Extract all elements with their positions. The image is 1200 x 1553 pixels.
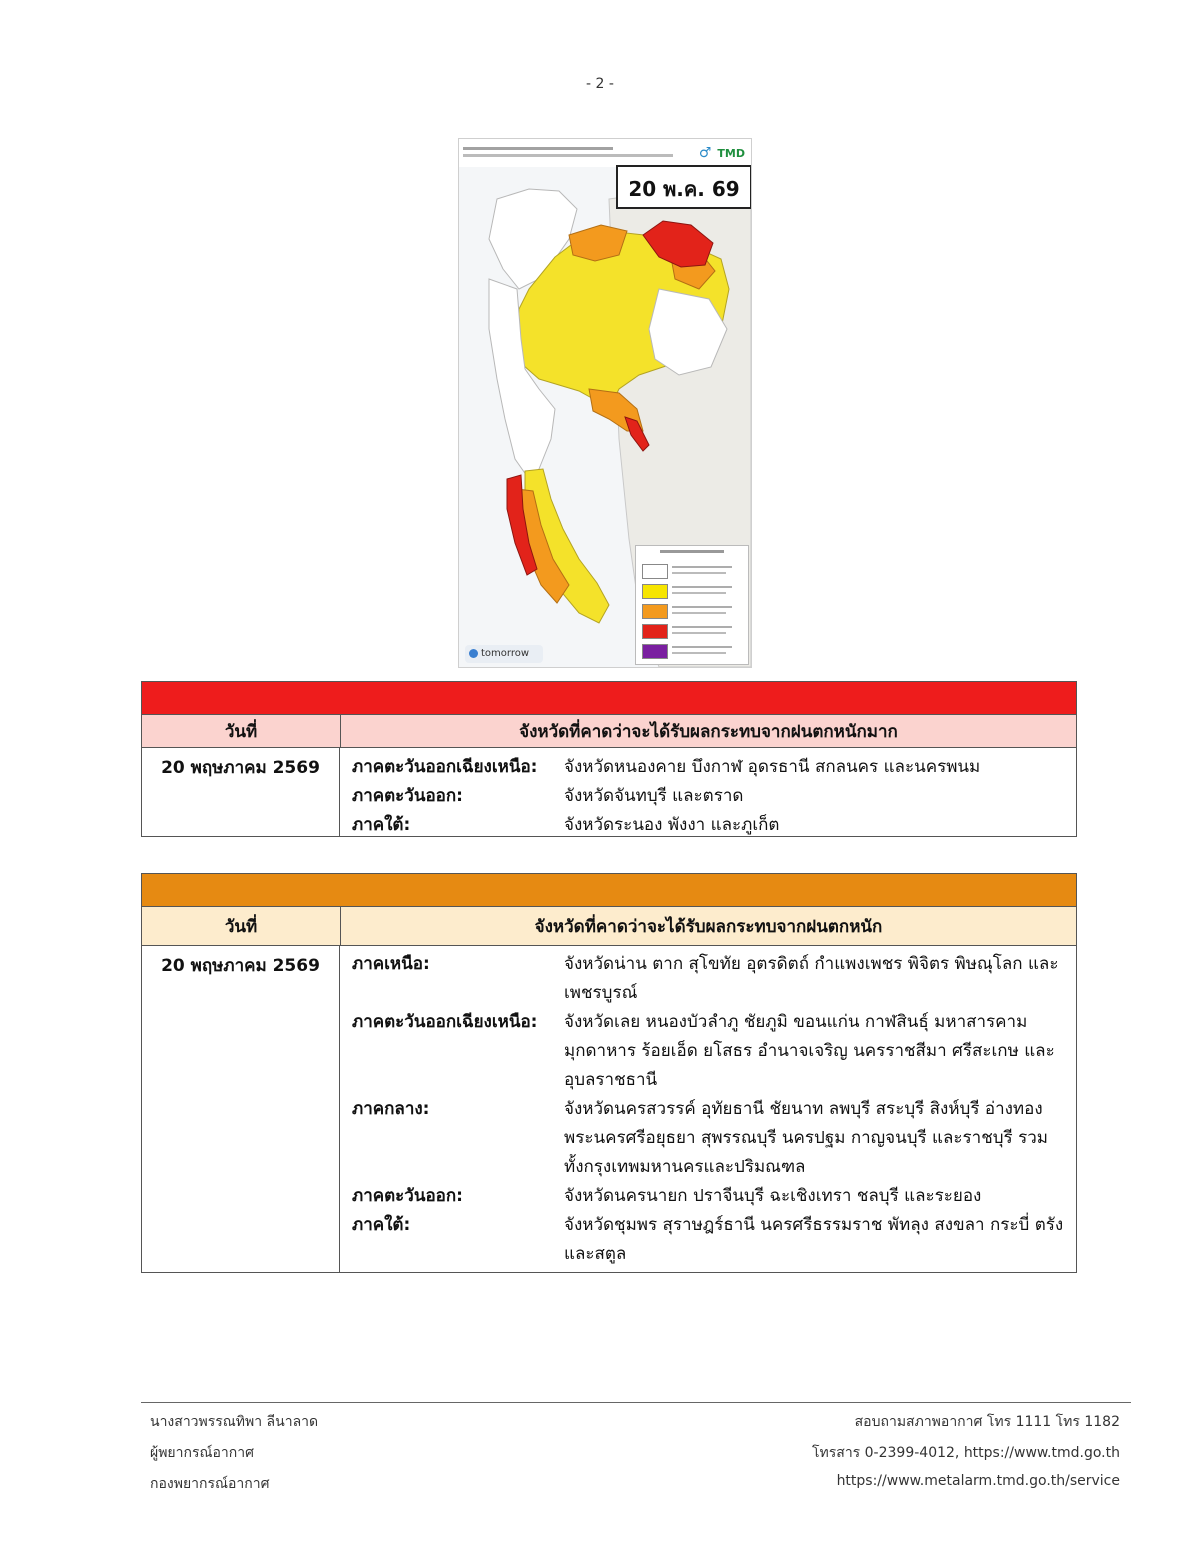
- tmd-logo: ♂ TMD: [698, 145, 745, 161]
- region-row: [352, 1008, 1076, 1095]
- table-header: [142, 714, 1076, 748]
- region-provinces: จังหวัดน่าน ตาก สุโขทัย อุตรดิตถ์ กำแพงเพชร พิจิตร พิษณุโลก และเพชรบูรณ์: [564, 954, 1059, 1003]
- header-provinces: จังหวัดที่คาดว่าจะได้รับผลกระทบจากฝนตกหนักมาก: [519, 721, 898, 742]
- region-name: ภาคใต้:: [352, 1215, 411, 1235]
- region-name: ภาคกลาง:: [352, 1099, 430, 1119]
- footer-divider: [141, 1402, 1131, 1403]
- forecaster-division: กองพยากรณ์อากาศ: [150, 1476, 270, 1492]
- orange-warning-bar: [142, 874, 1076, 906]
- very-heavy-rain-table: [141, 681, 1077, 837]
- region-row: [352, 811, 1076, 840]
- region-name: ภาคตะวันออก:: [352, 1186, 463, 1206]
- page-number: - 2 -: [586, 76, 614, 92]
- map-date-label: 20 พ.ค. 69: [616, 165, 752, 209]
- forecaster-name: นางสาวพรรณทิพา ลีนาลาด: [150, 1414, 319, 1430]
- region-provinces: จังหวัดหนองคาย บึงกาฬ อุดรธานี สกลนคร และนครพนม: [564, 757, 981, 777]
- region-row: [352, 1095, 1076, 1182]
- region-provinces: จังหวัดนครสวรรค์ อุทัยธานี ชัยนาท ลพบุรี สระบุรี สิงห์บุรี อ่างทอง พระนครศรีอยุธยา สุพรรณบุรี นครปฐม กาญจนบุรี และราชบุรี รวมทั้งกรุงเทพมหานครและปริมณฑล: [564, 1099, 1048, 1177]
- map-legend: [635, 545, 749, 665]
- region-provinces: จังหวัดระนอง พังงา และภูเก็ต: [564, 815, 780, 835]
- region-provinces: จังหวัดเลย หนองบัวลำภู ชัยภูมิ ขอนแก่น กาฬสินธุ์ มหาสารคาม มุกดาหาร ร้อยเอ็ด ยโสธร อำนาจเจริญ นครราชสีมา ศรีสะเกษ และอุบลราชธานี: [564, 1012, 1055, 1090]
- region-row: [352, 1182, 1076, 1211]
- contact-phone: สอบถามสภาพอากาศ โทร 1111 โทร 1182: [854, 1414, 1120, 1430]
- forecaster-title: ผู้พยากรณ์อากาศ: [150, 1445, 254, 1461]
- region-provinces: จังหวัดชุมพร สุราษฎร์ธานี นครศรีธรรมราช พัทลุง สงขลา กระบี่ ตรัง และสตูล: [564, 1215, 1064, 1264]
- red-warning-bar: [142, 682, 1076, 714]
- region-row: [352, 950, 1076, 1008]
- table-header: [142, 906, 1076, 946]
- rainfall-forecast-map: [458, 138, 752, 668]
- header-provinces: จังหวัดที่คาดว่าจะได้รับผลกระทบจากฝนตกหนัก: [534, 916, 883, 937]
- region-name: ภาคเหนือ:: [352, 954, 430, 974]
- region-row: [352, 753, 1076, 782]
- header-date: วันที่: [142, 907, 341, 945]
- region-row: [352, 782, 1076, 811]
- region-name: ภาคตะวันออกเฉียงเหนือ:: [352, 1012, 538, 1032]
- region-name: ภาคตะวันออก:: [352, 786, 463, 806]
- tomorrow-credit-logo: tomorrow: [465, 645, 543, 663]
- header-date: วันที่: [142, 715, 341, 747]
- region-row: [352, 1211, 1076, 1269]
- region-provinces: จังหวัดนครนายก ปราจีนบุรี ฉะเชิงเทรา ชลบุรี และระยอง: [564, 1186, 982, 1206]
- heavy-rain-table: [141, 873, 1077, 1273]
- contact-fax-website[interactable]: โทรสาร 0-2399-4012, https://www.tmd.go.th: [812, 1445, 1120, 1461]
- region-name: ภาคใต้:: [352, 815, 411, 835]
- region-name: ภาคตะวันออกเฉียงเหนือ:: [352, 757, 538, 777]
- region-orange-north: [569, 225, 627, 261]
- forecast-date: 20 พฤษภาคม 2569: [142, 946, 340, 1272]
- metalarm-link[interactable]: https://www.metalarm.tmd.go.th/service: [836, 1473, 1120, 1489]
- forecast-date: 20 พฤษภาคม 2569: [142, 748, 340, 836]
- map-header: [459, 139, 751, 167]
- region-provinces: จังหวัดจันทบุรี และตราด: [564, 786, 744, 806]
